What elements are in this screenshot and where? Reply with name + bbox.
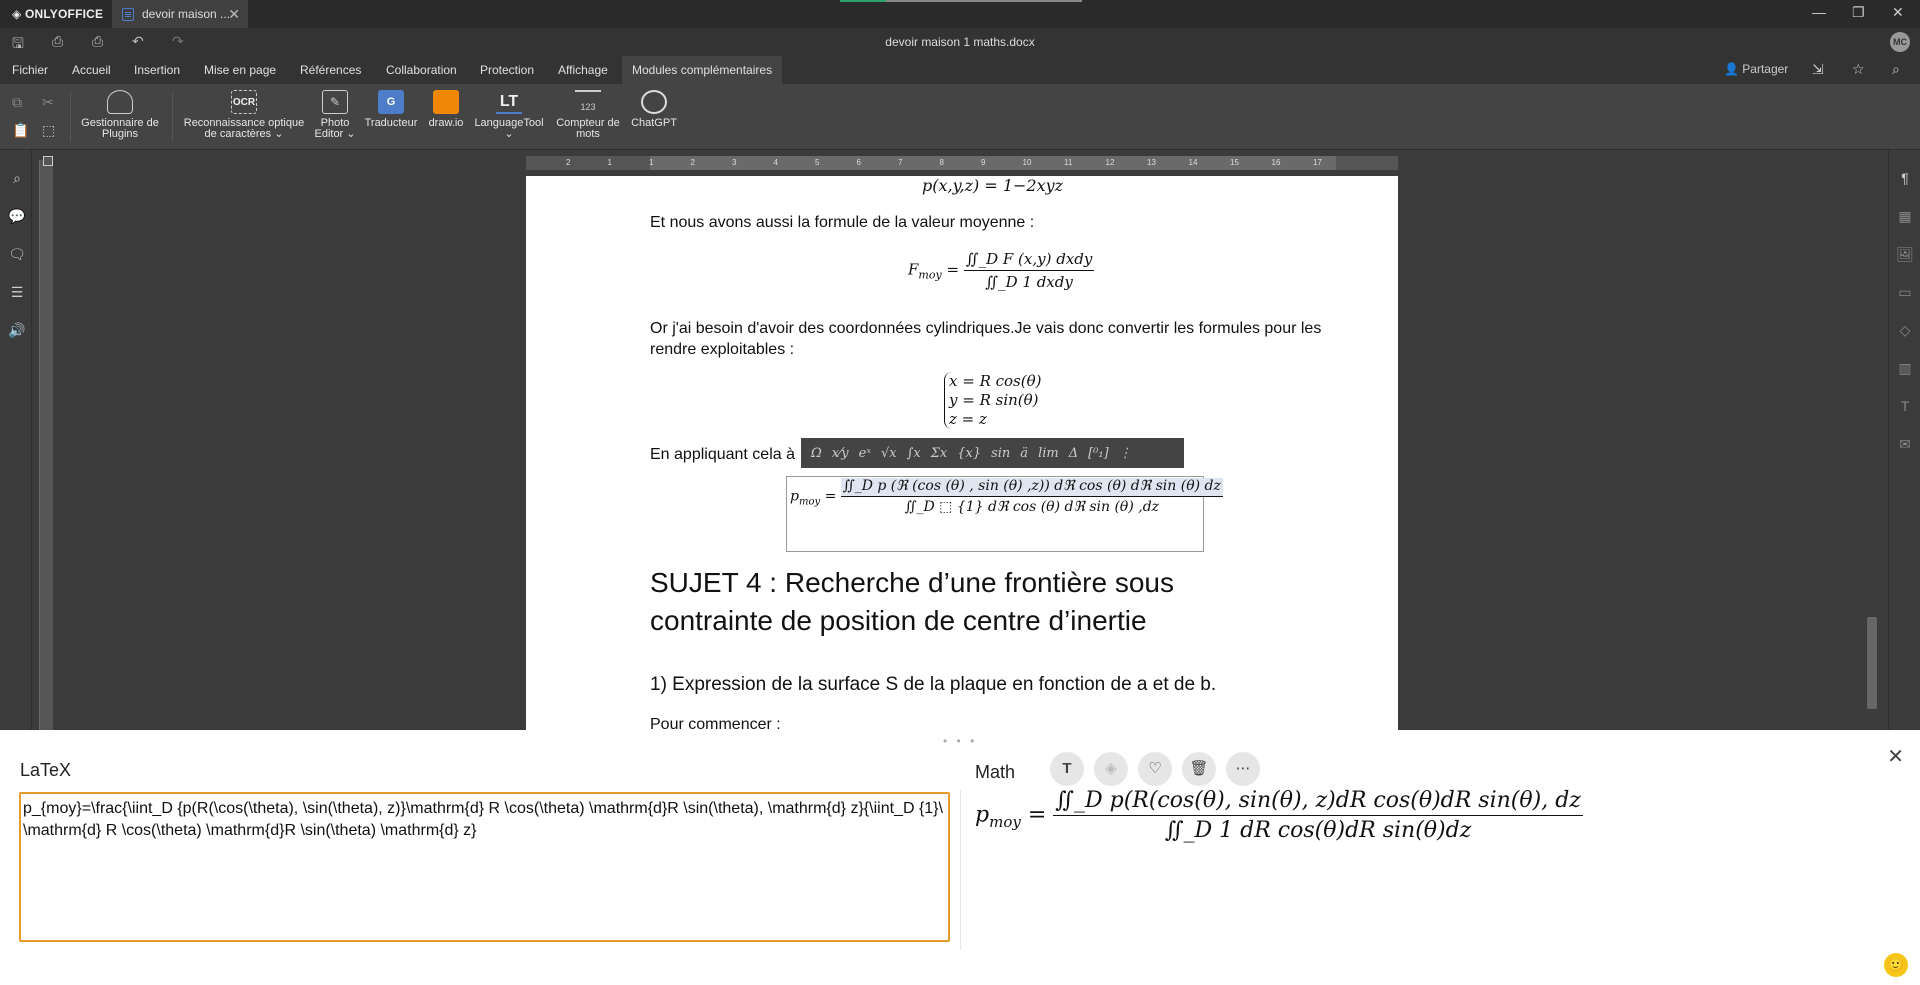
word-count-icon: 123	[575, 90, 601, 114]
ruler-number: 8	[939, 158, 944, 167]
shape-settings-icon[interactable]: ◇	[1899, 322, 1911, 338]
navigation-icon[interactable]: ☰	[10, 284, 24, 300]
ocr-icon: OCR	[231, 90, 257, 114]
document-icon	[122, 8, 134, 21]
ruler-number: 15	[1230, 158, 1239, 167]
limit-button[interactable]: lim	[1038, 445, 1059, 461]
comments-icon[interactable]: 💬	[8, 208, 26, 224]
ruler-number: 3	[732, 158, 737, 167]
document-tab[interactable]	[112, 0, 248, 28]
copy-icon[interactable]: ⧉	[12, 94, 22, 110]
menu-accueil[interactable]: Accueil	[72, 63, 111, 77]
function-button[interactable]: sin	[991, 445, 1011, 461]
symbols-button[interactable]: Ω	[811, 445, 822, 461]
open-location-icon[interactable]: ⇲	[1812, 61, 1824, 77]
ruler-number: 7	[898, 158, 903, 167]
matrix-button[interactable]: [⁰₁]	[1088, 445, 1109, 461]
close-tab-icon[interactable]: ✕	[228, 6, 240, 22]
ruler-number: 10	[1022, 158, 1032, 167]
paragraph: Et nous avons aussi la formule de la valeur moyenne :	[650, 214, 1035, 231]
header-footer-icon[interactable]: ▭	[1898, 284, 1912, 300]
menu-mise-en-page[interactable]: Mise en page	[204, 63, 277, 77]
puzzle-icon	[107, 90, 133, 114]
translate-icon: G	[378, 90, 404, 114]
menu-affichage[interactable]: Affichage	[558, 63, 608, 77]
chart-settings-icon[interactable]: ▥	[1898, 360, 1912, 376]
text-format-button[interactable]: T	[1050, 752, 1084, 786]
close-panel-icon[interactable]: ✕	[1887, 746, 1904, 768]
heading-sujet-4: SUJET 4 : Recherche d’une frontière sous contrainte de position de centre d’inertie	[650, 567, 1174, 636]
redo-icon[interactable]: ↷	[172, 33, 184, 49]
plugins-toolbar	[0, 84, 1920, 150]
mail-merge-icon[interactable]: ✉	[1899, 436, 1911, 452]
left-sidebar	[0, 150, 32, 730]
feedback-emoji-icon[interactable]: 🙂	[1884, 953, 1908, 977]
more-options-button[interactable]: ⋯	[1226, 752, 1260, 786]
equation-pmoy[interactable]: $p_{moy}$ = $\frac{\text{∬\_D p (ℜ (cos (θ) , sin (θ) ,z)) dℜ cos (θ) dℜ sin (θ) dz}}{\text{∬\_D ⬚ \{1\} dℜ cos (θ) dℜ sin (θ) ,dz}}$	[790, 478, 1221, 515]
menu-references[interactable]: Références	[300, 63, 362, 77]
paragraph: Or j'ai besoin d'avoir des coordonnées cylindriques.Je vais donc convertir les formules pour les rendre exploitables :	[650, 320, 1322, 358]
table-settings-icon[interactable]: ▦	[1898, 208, 1912, 224]
quick-print-icon[interactable]: ⎙	[92, 33, 104, 49]
paragraph: Pour commencer :	[650, 716, 781, 730]
ruler-number: 5	[815, 158, 820, 167]
ruler-number: 17	[1313, 158, 1322, 167]
toolbar-separator	[172, 92, 173, 142]
logo-icon: ◈	[12, 7, 25, 21]
ruler-number: 11	[1064, 158, 1073, 167]
equation-toolbar	[801, 438, 1184, 468]
fraction-button[interactable]: x⁄y	[831, 445, 849, 461]
fill-color-button[interactable]: ◈	[1094, 752, 1128, 786]
ruler-number: 9	[981, 158, 986, 167]
equation-system[interactable]: x = R cos(θ) y = R sin(θ) z = z	[944, 372, 1042, 429]
print-icon[interactable]: ⎙	[52, 33, 64, 49]
menu-insertion[interactable]: Insertion	[134, 63, 181, 77]
speech-icon[interactable]: 🔊	[8, 322, 26, 338]
languagetool-button[interactable]: LT LanguageTool ⌄	[472, 90, 546, 140]
header-bar	[0, 28, 1920, 56]
radical-button[interactable]: √x	[880, 445, 897, 461]
paragraph-settings-icon[interactable]: ¶	[1901, 170, 1909, 186]
paragraph: En appliquant cela à	[650, 446, 795, 463]
math-title: Math	[975, 762, 1016, 782]
photo-editor-button[interactable]: ✎ Photo Editor ⌄	[314, 90, 356, 140]
ruler-number: 13	[1147, 158, 1156, 167]
latex-input[interactable]	[19, 792, 950, 942]
title-bar	[0, 0, 1920, 28]
script-button[interactable]: eˣ	[858, 445, 871, 461]
scrollbar-thumb[interactable]	[1867, 617, 1877, 709]
ocr-button[interactable]: OCR Reconnaissance optique de caractères ⌄	[180, 90, 308, 140]
document-title: devoir maison 1 maths.docx	[885, 35, 1035, 49]
latex-panel	[0, 730, 1920, 985]
integral-button[interactable]: ∫x	[906, 445, 921, 461]
image-settings-icon[interactable]: 🖼	[1896, 246, 1914, 262]
close-window-icon[interactable]: ✕	[1892, 4, 1904, 20]
loading-progress	[840, 0, 1082, 2]
avatar[interactable]: MC	[1890, 32, 1910, 52]
cut-icon[interactable]: ✂	[42, 94, 54, 110]
menu-modules-complementaires[interactable]: Modules complémentaires	[622, 56, 782, 84]
plugin-manager-button[interactable]: Gestionnaire de Plugins	[80, 90, 160, 140]
user-icon: 👤	[1724, 62, 1743, 76]
undo-icon[interactable]: ↶	[132, 33, 144, 49]
vertical-ruler	[39, 160, 53, 730]
save-icon[interactable]: 🖫	[12, 35, 24, 51]
search-icon[interactable]: ⌕	[13, 170, 21, 186]
fraction: $\frac{\text{∬\_D p (ℜ (cos (θ) , sin (θ) ,z)) dℜ cos (θ) dℜ sin (θ) dz}}{\text{∬\_D ⬚ \{1\} dℜ cos (θ) dℜ sin (θ) ,dz}}$	[842, 478, 1221, 515]
panel-divider	[960, 790, 961, 950]
bracket-button[interactable]: {x}	[957, 445, 982, 461]
fraction: $\frac{\text{∬\_D p(R(cos(θ), sin(θ), z)dR cos(θ)dR sin(θ), dz}}{\text{∬\_D 1 dR cos(θ)dR sin(θ)dz}}$	[1055, 788, 1581, 843]
operator-button[interactable]: Δ	[1068, 445, 1079, 461]
minimize-icon[interactable]: —	[1812, 4, 1826, 20]
app-logo: ◈ ONLYOFFICE	[12, 7, 104, 21]
horizontal-ruler	[526, 156, 1398, 170]
equation-p[interactable]: p(x,y,z) = 1−2xyz	[922, 176, 1064, 195]
latex-title: LaTeX	[20, 760, 72, 780]
vertical-scrollbar[interactable]	[1867, 152, 1877, 730]
document-page[interactable]	[526, 176, 1398, 730]
word-count-button[interactable]: 123 Compteur de mots	[552, 90, 624, 140]
ruler-number: 2	[566, 158, 571, 167]
ruler-number: 12	[1105, 158, 1115, 167]
ruler-number: 2	[690, 158, 695, 167]
toolbar-separator	[70, 92, 71, 142]
favorite-icon[interactable]: ☆	[1852, 61, 1865, 77]
resize-handle[interactable]: • • •	[943, 734, 978, 748]
share-button[interactable]: 👤 Partager	[1724, 62, 1789, 76]
menu-fichier[interactable]: Fichier	[12, 63, 49, 77]
ruler-number: 4	[773, 158, 778, 167]
subheading: 1) Expression de la surface S de la plaque en fonction de a et de b.	[650, 674, 1217, 695]
paste-icon[interactable]: 📋	[12, 122, 30, 138]
menu-bar	[0, 56, 1920, 84]
search-icon[interactable]: ⌕	[1892, 61, 1900, 77]
ruler-number: 6	[856, 158, 861, 167]
menu-collaboration[interactable]: Collaboration	[386, 63, 457, 77]
text-art-icon[interactable]: T	[1900, 398, 1910, 414]
tab-title: devoir maison ...	[142, 7, 231, 21]
restore-icon[interactable]: ❐	[1852, 4, 1865, 20]
ruler-number: 16	[1271, 158, 1281, 167]
chat-icon[interactable]: 🗨	[8, 246, 26, 262]
photo-edit-icon: ✎	[322, 90, 348, 114]
large-operator-button[interactable]: Σx	[930, 445, 948, 461]
chatgpt-button[interactable]: ChatGPT	[628, 90, 680, 129]
languagetool-icon: LT	[496, 90, 522, 114]
math-preview: $p_{moy}$ = $\frac{\text{∬\_D p(R(cos(θ), sin(θ), z)dR cos(θ)dR sin(θ), dz}}{\text{∬\_D 1 dR cos(θ)dR sin(θ)dz}}$	[975, 788, 1581, 843]
tab-stop-icon[interactable]	[43, 156, 53, 166]
equation-fmoy[interactable]: $F_{moy}$ = $\frac{\text{∬\_D F (x,y) dxdy}}{\text{∬\_D 1 dxdy}}$	[908, 250, 1093, 291]
drawio-button[interactable]: draw.io	[424, 90, 468, 129]
translator-button[interactable]: G Traducteur	[362, 90, 420, 129]
favorite-button[interactable]: ♡	[1138, 752, 1172, 786]
fraction: $\frac{\text{∬\_D F (x,y) dxdy}}{\text{∬\_D 1 dxdy}}$	[965, 250, 1093, 291]
drawio-icon	[433, 90, 459, 114]
chatgpt-icon	[641, 90, 667, 114]
right-sidebar	[1888, 150, 1920, 730]
accent-button[interactable]: ä	[1020, 445, 1029, 461]
menu-protection[interactable]: Protection	[480, 63, 535, 77]
delete-button[interactable]: 🗑	[1182, 752, 1216, 786]
more-icon[interactable]: ⋮	[1118, 445, 1132, 461]
ruler-number: 14	[1188, 158, 1198, 167]
ruler-number: 1	[649, 158, 654, 167]
ruler-number: 1	[607, 158, 612, 167]
select-all-icon[interactable]: ⬚	[42, 122, 56, 138]
